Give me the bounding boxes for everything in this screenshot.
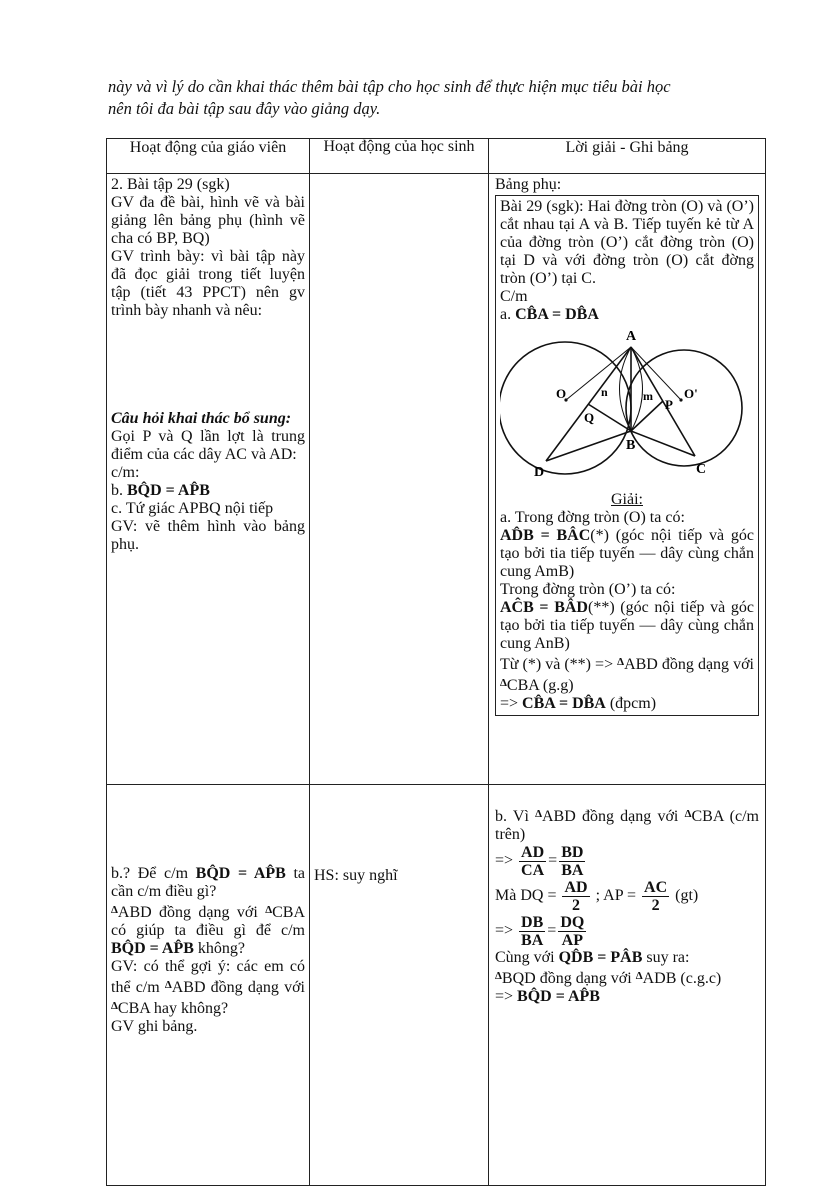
teacher-para-1: GV đa đề bài, hình vẽ và bài giảng lên bảng phụ (hình vẽ cha có BP, BQ) <box>111 194 305 247</box>
arc-m <box>631 347 643 431</box>
teacher-activity-top <box>107 174 310 785</box>
teacher-item-b: b. BQ̂D = AP̂B <box>111 482 210 499</box>
solution-line-2: AD̂B = BÂC(*) (góc nội tiếp và góc tạo bởi tia tiếp tuyến — dây cùng chắn cung AmB) <box>500 527 754 580</box>
fraction-ad-2: $\frac{AD}{2}$ <box>564 879 588 914</box>
table-header-row <box>107 139 766 174</box>
part-a-claim: a. CB̂A = DB̂A <box>500 306 599 323</box>
triangle-icon: Δ <box>684 808 692 820</box>
header-teacher: Hoạt động của giáo viên <box>107 139 310 174</box>
segment-B-C <box>631 431 695 456</box>
triangle-icon: Δ <box>635 970 643 982</box>
student-response: HS: suy nghĩ <box>314 867 398 884</box>
triangle-icon: Δ <box>265 904 273 916</box>
student-activity-bottom <box>310 785 489 1186</box>
segment-B-P <box>631 401 663 431</box>
triangle-icon: Δ <box>495 970 502 982</box>
label-Q: Q <box>584 410 595 425</box>
fraction-db-ba: $\frac{DB}{BA}$ <box>521 914 544 949</box>
triangle-icon: Δ <box>500 677 507 689</box>
header-solution: Lời giải - Ghi bảng <box>489 139 766 174</box>
teacher-gv-note: GV: vẽ thêm hình vào bảng phụ. <box>111 518 305 553</box>
lesson-table <box>106 138 766 1186</box>
exercise-title: 2. Bài tập 29 (sgk) <box>111 176 230 193</box>
label-n: n <box>601 385 608 399</box>
solution-line-4: AĈB = BÂD(**) (góc nội tiếp và góc tạo bởi tia tiếp tuyến — dây cùng chắn cung AnB) <box>500 599 754 652</box>
label-O-prime: O' <box>684 386 698 401</box>
point-O-prime <box>679 398 682 401</box>
triangle-icon: Δ <box>111 904 118 916</box>
segment-Oprime-A <box>631 347 681 400</box>
label-m: m <box>643 389 653 403</box>
label-C: C <box>696 462 707 477</box>
label-A: A <box>626 329 637 344</box>
label-O: O <box>556 386 567 401</box>
part-b-ratio-1: => $\frac{AD}{CA}$ = $\frac{BD}{BA}$ <box>495 844 584 879</box>
intro-line-2: nên tôi đa bài tập sau đây vào giảng dạy. <box>108 99 381 118</box>
label-D: D <box>534 465 545 480</box>
student-activity-top <box>310 174 489 785</box>
part-b-similarity: $^\Delta$BQD đồng dạng với $^\Delta$ADB (c.g.c) <box>495 970 722 987</box>
board-box <box>495 195 759 716</box>
teacher-cm: c/m: <box>111 464 140 481</box>
table-row-exercise <box>107 174 766 785</box>
extra-questions-heading: Câu hỏi khai thác bổ sung: <box>111 410 292 427</box>
label-B: B <box>626 438 636 453</box>
teacher-para-3: Gọi P và Q lần lợt là trung điểm của các dây AC và AD: <box>111 428 305 463</box>
solution-heading: Giải: <box>611 491 643 508</box>
cm-label: C/m <box>500 288 528 305</box>
intro-paragraph <box>108 76 768 120</box>
part-b-midpoints: Mà DQ = $\frac{AD}{2}$ ; AP = $\frac{AC}{2}$ (gt) <box>495 879 699 914</box>
table-row-part-b <box>107 785 766 1186</box>
solution-top <box>489 174 766 785</box>
board-label: Bảng phụ: <box>495 176 562 193</box>
angle-equation: BQ̂D = AP̂B <box>127 482 210 499</box>
fraction-dq-ap: $\frac{DQ}{AP}$ <box>560 914 585 949</box>
teacher-note: GV ghi bảng. <box>111 1018 198 1035</box>
teacher-hint-2: GV: có thể gợi ý: các em có thể c/m $^\Delta$ABD đồng dạng với $^\Delta$CBA hay không? <box>111 958 305 1017</box>
solution-line-1: a. Trong đờng tròn (O) ta có: <box>500 509 685 526</box>
intro-line-1: này và vì lý do cần khai thác thêm bài tập cho học sinh để thực hiện mục tiêu bài học <box>108 77 671 96</box>
triangle-icon: Δ <box>164 979 172 991</box>
teacher-activity-bottom <box>107 785 310 1186</box>
teacher-question-b: b.? Để c/m BQ̂D = AP̂B ta cần c/m điều gì? <box>111 865 306 900</box>
geometry-diagram <box>500 324 756 486</box>
teacher-item-c: c. Tứ giác APBQ nội tiếp <box>111 500 274 517</box>
part-b-angle-line: Cùng với QD̂B = PÂB suy ra: <box>495 949 690 966</box>
part-b-conclusion: => BQ̂D = AP̂B <box>495 988 600 1005</box>
label-P: P <box>665 397 673 412</box>
problem-statement: Bài 29 (sgk): Hai đờng tròn (O) và (O’) cắt nhau tại A và B. Tiếp tuyến kẻ từ A của đờng tròn (O’) cắt đờng tròn (O) tại D và với đờng tròn (O) cắt đờng tròn (O’) tại C. <box>500 198 754 287</box>
part-b-line-1: b. Vì $^\Delta$ABD đồng dạng với $^\Delta$CBA (c/m trên) <box>495 808 759 843</box>
triangle-icon: Δ <box>111 1000 118 1012</box>
fraction-bd-ba: $\frac{BD}{BA}$ <box>561 844 584 879</box>
solution-line-6: => CB̂A = DB̂A (đpcm) <box>500 695 657 712</box>
fraction-ac-2: $\frac{AC}{2}$ <box>644 879 668 914</box>
triangle-icon: Δ <box>617 656 625 668</box>
part-b-ratio-2: => $\frac{DB}{BA}$ = $\frac{DQ}{AP}$ <box>495 914 585 949</box>
fraction-ad-ca: $\frac{AD}{CA}$ <box>521 844 545 879</box>
solution-bottom <box>489 785 766 1186</box>
teacher-hint-1: $^\Delta$ABD đồng dạng với $^\Delta$CBA có giúp ta điều gì để c/m BQ̂D = AP̂B không? <box>111 904 305 957</box>
solution-line-5: Từ (*) và (**) => $^\Delta$ABD đồng dạng với $^\Delta$CBA (g.g) <box>500 656 754 694</box>
triangle-icon: Δ <box>535 808 542 820</box>
header-student: Hoạt động của học sinh <box>310 139 489 174</box>
solution-line-3: Trong đờng tròn (O’) ta có: <box>500 581 676 598</box>
teacher-para-2: GV trình bày: vì bài tập này đã đọc giải trong tiết luyện tập (tiết 43 PPCT) nên gv trình bày nhanh và nêu: <box>111 248 305 319</box>
